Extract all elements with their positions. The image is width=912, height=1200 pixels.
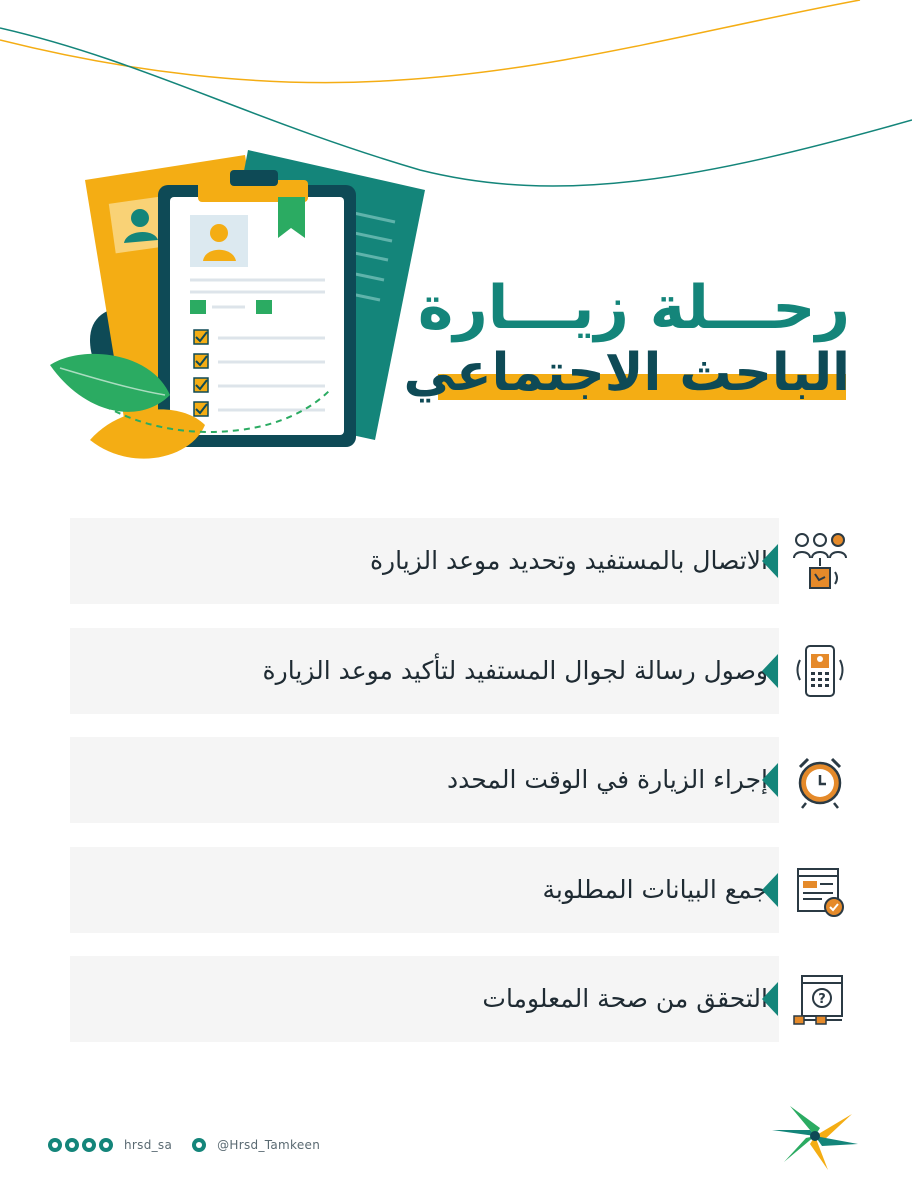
step-arrow <box>762 544 778 578</box>
team-phone-icon <box>792 530 848 592</box>
footer-social <box>48 1134 340 1156</box>
snapchat-icon[interactable] <box>65 1138 79 1152</box>
step-arrow <box>762 763 778 797</box>
social-handle[interactable]: hrsd_sa <box>124 1138 173 1152</box>
title-line-1: رحـــلة زيـــارة <box>417 273 850 343</box>
step-item <box>70 847 860 933</box>
data-form-icon <box>792 859 848 921</box>
step-item <box>70 956 860 1042</box>
alarm-clock-icon <box>792 749 848 811</box>
step-text: وصول رسالة لجوال المستفيد لتأكيد موعد الزيارة <box>262 656 768 685</box>
verify-question-icon <box>792 968 848 1030</box>
clipboard-illustration <box>40 140 440 480</box>
youtube-icon[interactable] <box>99 1138 113 1152</box>
step-text: الاتصال بالمستفيد وتحديد موعد الزيارة <box>369 546 768 575</box>
step-arrow <box>762 654 778 688</box>
twitter-icon[interactable] <box>192 1138 206 1152</box>
twitter-handle[interactable]: @Hrsd_Tamkeen <box>217 1138 321 1152</box>
facebook-icon[interactable] <box>82 1138 96 1152</box>
step-item <box>70 737 860 823</box>
leaf-orange <box>90 409 205 458</box>
step-arrow <box>762 873 778 907</box>
twitter-icon[interactable] <box>48 1138 62 1152</box>
step-text: التحقق من صحة المعلومات <box>482 984 768 1013</box>
title-line-2: الباحث الاجتماعي <box>403 343 850 403</box>
ministry-logo <box>770 1100 860 1172</box>
step-item <box>70 628 860 714</box>
clipboard <box>158 170 356 447</box>
svg-text:?: ? <box>818 992 826 1007</box>
step-text: إجراء الزيارة في الوقت المحدد <box>447 765 768 794</box>
step-text: جمع البيانات المطلوبة <box>542 875 768 904</box>
title-block <box>403 268 850 428</box>
mobile-message-icon <box>792 640 848 702</box>
step-arrow <box>762 982 778 1016</box>
step-item <box>70 518 860 604</box>
